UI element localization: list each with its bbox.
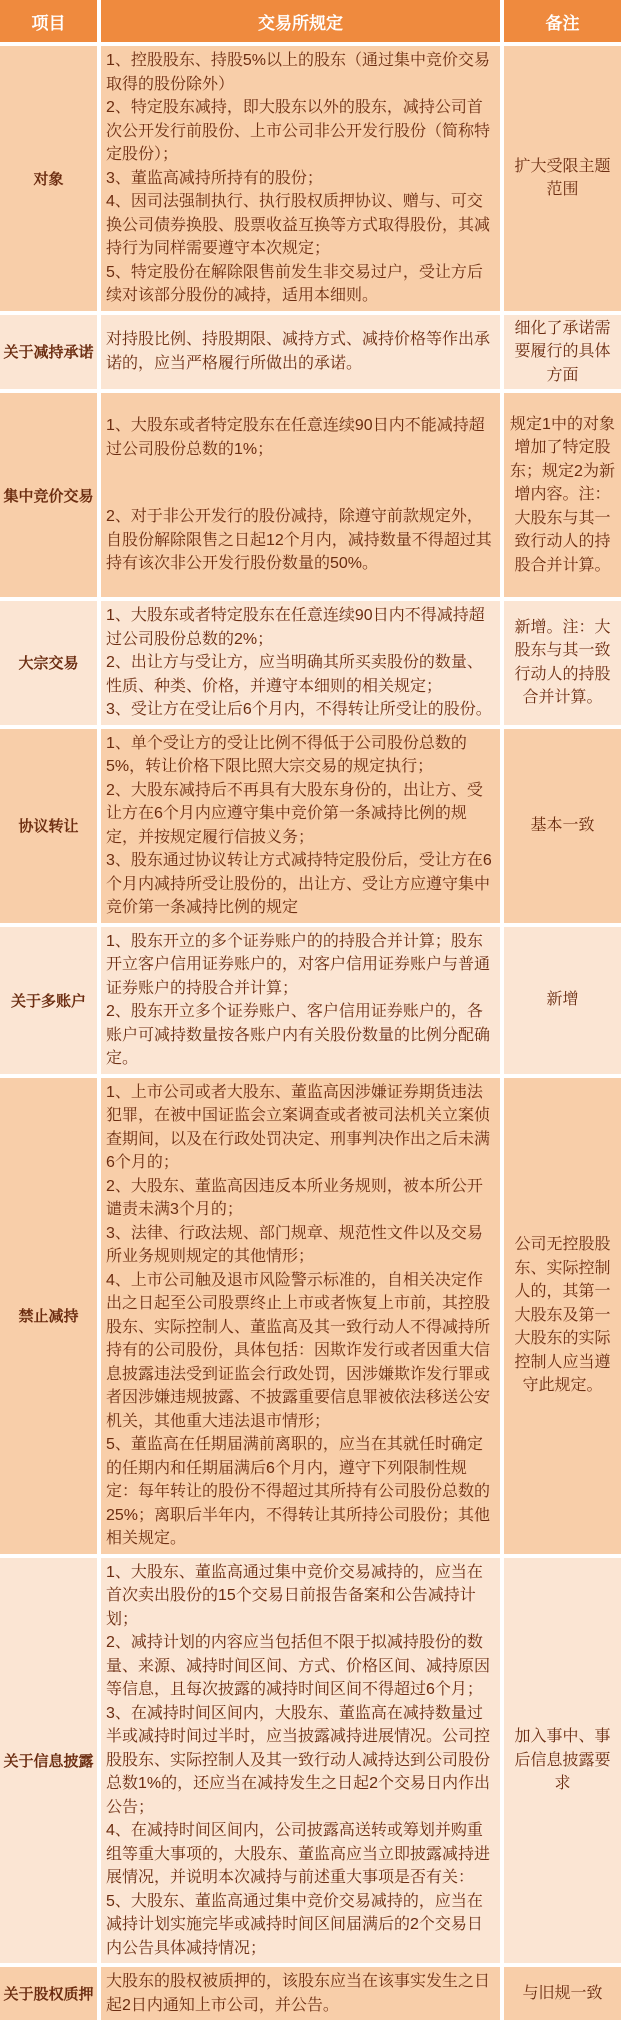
table-row [0,1967,621,2020]
item-cell: 关于多账户 [0,927,97,1074]
regulation-paragraph: 1、控股股东、持股5%以上的股东（通过集中竞价交易取得的股份除外） [106,52,491,93]
regulation-paragraph: 3、受让方在受让后6个月内，不得转让所受让的股份。 [106,701,492,718]
regulation-cell [101,315,500,390]
remark-cell: 扩大受限主题范围 [504,46,621,311]
table-row [0,729,621,923]
regulation-paragraph: 4、上市公司触及退市风险警示标准的，自相关决定作出之日起至公司股票终止上市或者恢复上市前，其控股股东、实际控制人、董监高及其一致行动人不得减持所持有的公司股份，具体包括：因欺诈发行或者因重大信息披露违法受到证监会行政处罚，因涉嫌欺诈发行罪或者因涉嫌违规披露、不披露重要信息罪被依法移送公安机关，其他重大违法退市情形； [106,1271,491,1430]
regulation-paragraph: 2、出让方与受让方，应当明确其所买卖股份的数量、性质、种类、价格，并遵守本细则的相关规定； [106,654,483,695]
remark-cell: 新增。注：大股东与其一致行动人的持股合并计算。 [504,601,621,725]
regulation-paragraph: 2、股东开立多个证券账户、客户信用证券账户的，各账户可减持数量按各账户内有关股份数量的比例分配确定。 [106,1003,491,1067]
remark-cell: 细化了承诺需要履行的具体方面 [504,315,621,390]
regulation-cell [101,927,500,1074]
item-cell: 大宗交易 [0,601,97,725]
remark-cell: 公司无控股股东、实际控制人的，其第一大股东及第一大股东的实际控制人应当遵守此规定。 [504,1078,621,1554]
regulation-paragraph: 对持股比例、持股期限、减持方式、减持价格等作出承诺的，应当严格履行所做出的承诺。 [106,331,491,372]
regulation-cell [101,393,500,597]
remark-cell: 新增 [504,927,621,1074]
regulation-paragraph: 3、董监高减持所持有的股份； [106,169,323,187]
remark-cell: 规定1中的对象增加了特定股东；规定2为新增内容。注：大股东与其一致行动人的持股合并计算。 [504,393,621,597]
table-row [0,46,621,311]
item-cell: 禁止减持 [0,1078,97,1554]
regulation-paragraph: 大股东的股权被质押的，该股东应当在该事实发生之日起2日内通知上市公司，并公告。 [106,1973,491,2014]
regulation-paragraph: 1、上市公司或者大股东、董监高因涉嫌证券期货违法犯罪，在被中国证监会立案调查或者被司法机关立案侦查期间，以及在行政处罚决定、刑事判决作出之后未满6个月的； [106,1083,491,1171]
regulation-paragraph: 1、大股东或者特定股东在任意连续90日内不能减持超过公司股份总数的1%； [106,417,485,458]
item-cell: 集中竞价交易 [0,393,97,597]
regulation-paragraph: 1、大股东、董监高通过集中竞价交易减持的，应当在首次卖出股份的15个交易日前报告备案和公告减持计划； [106,1563,483,1628]
item-cell: 关于股权质押 [0,1967,97,2020]
item-cell: 关于减持承诺 [0,315,97,390]
regulation-paragraph: 2、大股东减持后不再具有大股东身份的，出让方、受让方在6个月内应遵守集中竞价第一条减持比例的规定，并按规定履行信披义务； [106,781,483,846]
regulation-paragraph: 1、股东开立的多个证券账户的的持股合并计算；股东开立客户信用证券账户的，对客户信用证券账户与普通证券账户的持股合并计算； [106,932,491,997]
regulation-cell [101,46,500,311]
item-cell: 协议转让 [0,729,97,923]
regulation-paragraph: 1、大股东或者特定股东在任意连续90日内不得减持超过公司股份总数的2%； [106,607,485,648]
regulation-paragraph: 5、董监高在任期届满前离职的，应当在其就任时确定的任期内和任期届满后6个月内，遵守下列限制性规定：每年转让的股份不得超过其所持有公司股份总数的25%；离职后半年内，不得转让其所持公司股份；其他相关规定。 [106,1436,491,1547]
item-cell: 关于信息披露 [0,1558,97,1964]
regulation-paragraph: 3、法律、行政法规、部门规章、规范性文件以及交易所业务规则规定的其他情形； [106,1224,483,1265]
remark-cell: 加入事中、事后信息披露要求 [504,1558,621,1964]
table-row [0,315,621,390]
table-header-row [0,0,621,42]
table-body [0,46,621,2020]
regulation-paragraph: 2、特定股东减持，即大股东以外的股东，减持公司首次公开发行前股份、上市公司非公开发行股份（简称特定股份）； [106,99,491,163]
regulation-paragraph: 3、在减持时间区间内，大股东、董监高在减持数量过半或减持时间过半时，应当披露减持进展情况。公司控股股东、实际控制人及其一致行动人减持达到公司股份总数1%的，还应当在减持发生之日起2个交易日内作出公告； [106,1704,491,1816]
table-row [0,927,621,1074]
header-regulation: 交易所规定 [101,0,500,42]
remark-cell: 与旧规一致 [504,1967,621,2020]
regulation-paragraph: 2、对于非公开发行的股份减持，除遵守前款规定外，自股份解除限售之日起12个月内，减持数量不得超过其持有该次非公开发行股份数量的50%。 [106,508,492,573]
table-row [0,1558,621,1964]
header-item: 项目 [0,0,97,42]
regulation-cell [101,1558,500,1964]
regulation-paragraph: 2、减持计划的内容应当包括但不限于拟减持股份的数量、来源、减持时间区间、方式、价格区间、减持原因等信息，且每次披露的减持时间区间不得超过6个月； [106,1634,491,1698]
item-cell: 对象 [0,46,97,311]
regulation-cell [101,1967,500,2020]
regulation-paragraph: 2、大股东、董监高因违反本所业务规则，被本所公开谴责未满3个月的； [106,1177,483,1218]
regulation-paragraph: 4、因司法强制执行、执行股权质押协议、赠与、可交换公司债券换股、股票收益互换等方式取得股份，其减持行为同样需要遵守本次规定； [106,193,491,257]
remark-cell: 基本一致 [504,729,621,923]
table-row [0,601,621,725]
regulation-paragraph: 1、单个受让方的受让比例不得低于公司股份总数的5%，转让价格下限比照大宗交易的规定执行； [106,734,467,775]
table-row [0,393,621,597]
regulation-cell [101,1078,500,1554]
regulation-cell [101,601,500,725]
regulation-paragraph: 5、特定股份在解除限售前发生非交易过户，受让方后续对该部分股份的减持，适用本细则。 [106,263,483,304]
regulation-cell [101,729,500,923]
regulation-paragraph: 3、股东通过协议转让方式减持特定股份后，受让方在6个月内减持所受让股份的，出让方、受让方应遵守集中竞价第一条减持比例的规定 [106,852,492,916]
regulation-paragraph: 4、在减持时间区间内，公司披露高送转或筹划并购重组等重大事项的，大股东、董监高应当立即披露减持进展情况，并说明本次减持与前述重大事项是否有关： [106,1822,491,1886]
regulation-paragraph: 5、大股东、董监高通过集中竞价交易减持的，应当在减持计划实施完毕或减持时间区间届满后的2个交易日内公告具体减持情况； [106,1892,483,1957]
table-row [0,1078,621,1554]
header-remark: 备注 [504,0,621,42]
